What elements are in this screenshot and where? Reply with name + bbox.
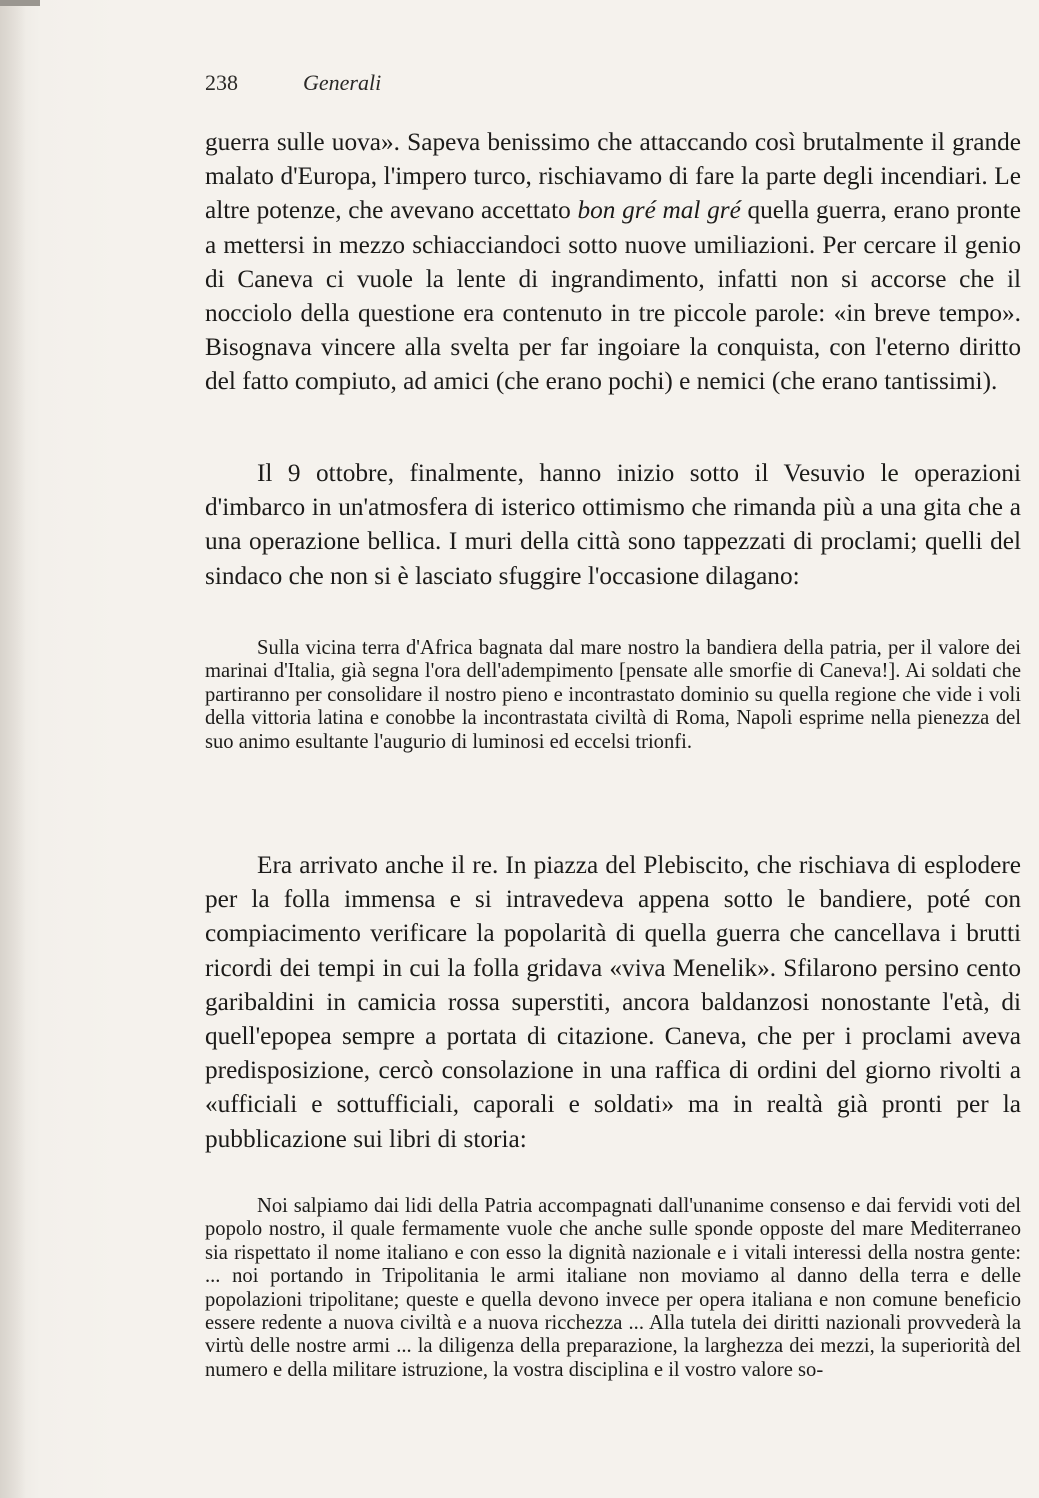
block-quote-1	[205, 637, 1021, 754]
paragraph-3-text: Era arrivato anche il re. In piazza del Plebiscito, che rischiava di esplodere per la folla immensa e si intravedeva appena sotto le bandiere, poté con compiacimento verificare la popolarità di quella guerra che cancellava i brutti ricordi dei tempi in cui la folla gridava «viva Menelik». Sfilarono persino cento garibaldini in camicia rossa superstiti, ancora baldanzosi nonostante l'età, di quell'epopea sempre a portata di citazione. Caneva, che per i proclami aveva predisposizione, cercò consolazione in una raffica di ordini del giorno rivolti a «ufficiali e sottufficiali, caporali e soldati» ma in realtà già pronti per la pubblicazione sui libri di storia:	[205, 851, 1021, 1153]
block-quote-2	[205, 1195, 1021, 1382]
page-number: 238	[205, 70, 238, 95]
paragraph-1-italic-phrase: bon gré mal gré	[577, 196, 741, 225]
running-head	[205, 70, 381, 96]
scan-edge-mark	[0, 0, 40, 6]
paragraph-1-end: quella guerra, erano pronte a mettersi in mezzo schiacciandoci sotto nuove umiliazioni. Per cercare il genio di Caneva ci vuole la lente di ingrandimento, infatti non si accorse che il nocciolo della questione era contenuto in tre piccole parole: «in breve tempo». Bisognava vincere alla svelta per far ingoiare la conquista, con l'eterno diritto del fatto compiuto, ad amici (che erano pochi) e nemici (che erano tantissimi).	[205, 196, 1021, 396]
paragraph-1-start: guerra sulle uova». Sapeva benissimo che attaccando così brutalmente il grande malato d'Europa, l'impero turco, rischiavamo di fare la parte degli incendiari. Le altre potenze, che avevano accettato	[205, 128, 1021, 225]
paragraph-2-text: Il 9 ottobre, finalmente, hanno inizio sotto il Vesuvio le operazioni d'imbarco in un'atmosfera di isterico ottimismo che rimanda più a una gita che a una operazione bellica. I muri della città sono tappezzati di proclami; quelli del sindaco che non si è lasciato sfuggire l'occasione dilagano:	[205, 459, 1021, 590]
paragraph-3	[205, 848, 1021, 1156]
paragraph-1	[205, 125, 1021, 399]
paragraph-2	[205, 456, 1021, 593]
section-title: Generali	[303, 70, 382, 95]
block-quote-1-text: Sulla vicina terra d'Africa bagnata dal mare nostro la bandiera della patria, per il valore dei marinai d'Italia, già segna l'ora dell'adempimento [pensate alle smorfie di Caneva!]. Ai soldati che partiranno per consolidare il nostro pieno e incontrastato dominio su quella regione che vide i voli della vittoria latina e conobbe la incontrastata civiltà di Roma, Napoli esprime nella pienezza del suo animo esultante l'augurio di luminosi ed eccelsi trionfi.	[205, 637, 1021, 753]
block-quote-2-text: Noi salpiamo dai lidi della Patria accompagnati dall'unanime consenso e dai fervidi voti del popolo nostro, il quale fermamente vuole che anche sulle sponde opposte del mare Mediterraneo sia rispettato il nome italiano e con esso la dignità nazionale e i vitali interessi della nostra gente: ... noi portando in Tripolitania le armi italiane non moviamo al danno della terra e delle popolazioni tripolitane; queste e quella devono invece per opera italiana e non comune beneficio essere redente a nuova civiltà e a nuova ricchezza ... Alla tutela dei diritti nazionali provvederà la virtù delle nostre armi ... la diligenza della preparazione, la larghezza dei mezzi, la superiorità del numero e della militare istruzione, la vostra disciplina e il vostro valore so-	[205, 1195, 1021, 1381]
binding-shadow	[0, 0, 26, 1498]
